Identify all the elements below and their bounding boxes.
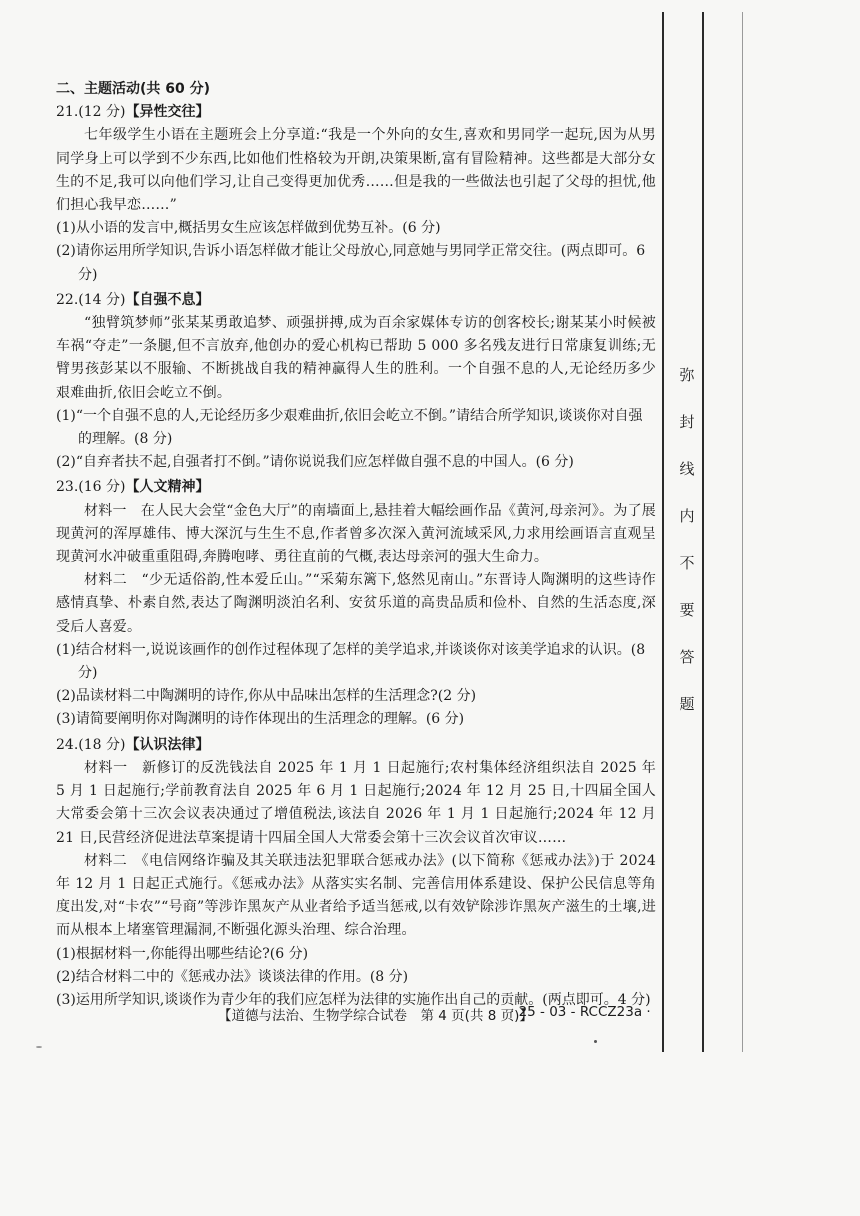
question-material: “独臂筑梦师”张某某勇敢追梦、顽强拼搏,成为百余家媒体专访的创客校长;谢某某小时候被车祸“夺走”一条腿,但不言放弃,他创办的爱心机构已帮助 5 000 多名残友进行日常康复训练;无臂男孩彭某以不服输、不断挑战自我的精神赢得人生的胜利。一个自强不息的人,无论经历多少艰难曲折,依旧会屹立不倒。 bbox=[56, 315, 656, 401]
sub-question: (3)请简要阐明你对陶渊明的诗作体现出的生活理念的理解。(6 分) bbox=[56, 711, 465, 728]
binding-line-inner bbox=[702, 12, 704, 1052]
question-number: 23.(16 分) bbox=[56, 479, 126, 496]
question-material: 材料二 《电信网络诈骗及其关联违法犯罪联合惩戒办法》(以下简称《惩戒办法》)于 2024 年 12 月 1 日起正式施行。《惩戒办法》从落实实名制、完善信用体系建设、保护公民信息等角度出发,对“卡农”“号商”等涉诈黑灰产从业者给予适当惩戒,以有效铲除涉诈黑灰产滋生的土壤,进而从根本上堵塞管理漏洞,不断强化源头治理、综合治理。 bbox=[56, 852, 656, 939]
footer-page-info: 【道德与法治、生物学综合试卷 第 4 页(共 8 页)】 bbox=[218, 1008, 533, 1024]
scan-speck bbox=[36, 1046, 42, 1048]
seal-char: 题 bbox=[679, 695, 695, 713]
seal-char: 线 bbox=[679, 460, 695, 478]
question-material: 材料二 “少无适俗韵,性本爱丘山。”“采菊东篱下,悠然见南山。”东晋诗人陶渊明的这些诗作感情真挚、朴素自然,表达了陶渊明淡泊名利、安贫乐道的高贵品质和俭朴、自然的生活态度,深受后人喜爱。 bbox=[56, 572, 656, 635]
sub-question: (1)从小语的发言中,概括男女生应该怎样做到优势互补。(6 分) bbox=[56, 220, 441, 237]
binding-line-outer bbox=[662, 12, 664, 1052]
question-header bbox=[56, 289, 656, 312]
question-21 bbox=[56, 101, 656, 287]
question-24 bbox=[56, 734, 656, 1012]
question-topic: 【自强不息】 bbox=[125, 291, 210, 308]
question-material: 材料一 新修订的反洗钱法自 2025 年 1 月 1 日起施行;农村集体经济组织法自 2025 年 5 月 1 日起施行;学前教育法自 2025 年 6 月 1 日起施行;2024 年 12 月 25 日,十四届全国人大常委会第十三次会议表决通过了增值税法,该法自 2026 年 1 月 1 日起施行;2024 年 12 月 21 日,民营经济促进法草案提请十四届全国人大常委会第十三次会议首次审议…… bbox=[56, 759, 656, 846]
question-topic: 【异性交往】 bbox=[125, 104, 210, 121]
question-number: 22.(14 分) bbox=[56, 291, 126, 308]
seal-char: 答 bbox=[679, 648, 695, 666]
seal-char: 内 bbox=[679, 507, 695, 525]
seal-char: 要 bbox=[679, 601, 695, 619]
sub-question: (2)品读材料二中陶渊明的诗作,你从中品味出怎样的生活理念?(2 分) bbox=[56, 688, 477, 705]
question-22 bbox=[56, 289, 656, 475]
sub-question: (2)“自弃者扶不起,自强者打不倒。”请你说说我们应怎样做自强不息的中国人。(6 分) bbox=[56, 454, 574, 471]
seal-char: 弥 bbox=[679, 366, 695, 384]
question-header bbox=[56, 476, 656, 499]
sub-question: (3)运用所学知识,谈谈作为青少年的我们应怎样为法律的实施作出自己的贡献。(两点即可。4 分) bbox=[56, 991, 651, 1008]
seal-char: 封 bbox=[679, 413, 695, 431]
question-23 bbox=[56, 476, 656, 731]
binding-line-edge bbox=[742, 12, 743, 1052]
exam-content bbox=[56, 78, 656, 1014]
question-topic: 【人文精神】 bbox=[125, 479, 210, 496]
question-topic: 【认识法律】 bbox=[125, 736, 210, 753]
scan-speck bbox=[594, 1040, 597, 1043]
sub-question: (2)结合材料二中的《惩戒办法》谈谈法律的作用。(8 分) bbox=[56, 968, 409, 985]
sub-question: (2)请你运用所学知识,告诉小语怎样做才能让父母放心,同意她与男同学正常交往。(两点即可。6 分) bbox=[56, 243, 646, 283]
sub-question: (1)根据材料一,你能得出哪些结论?(6 分) bbox=[56, 945, 309, 962]
section-title: 二、主题活动(共 60 分) bbox=[56, 81, 211, 97]
question-header bbox=[56, 734, 656, 757]
footer-code: · 25 - 03 - RCCZ23a · bbox=[510, 1004, 651, 1020]
sub-question: (1)“一个自强不息的人,无论经历多少艰难曲折,依旧会屹立不倒。”请结合所学知识,谈谈你对自强的理解。(8 分) bbox=[56, 407, 643, 448]
seal-line-notice bbox=[676, 352, 698, 728]
seal-char: 不 bbox=[679, 554, 695, 572]
question-number: 21.(12 分) bbox=[56, 104, 126, 121]
question-material: 材料一 在人民大会堂“金色大厅”的南墙面上,悬挂着大幅绘画作品《黄河,母亲河》。为了展现黄河的浑厚雄伟、博大深沉与生生不息,作者曾多次深入黄河流域采风,力求用绘画语言直观呈现黄河水冲破重重阻碍,奔腾咆哮、勇往直前的气概,表达母亲河的强大生命力。 bbox=[56, 502, 656, 566]
question-number: 24.(18 分) bbox=[56, 736, 126, 753]
question-header bbox=[56, 101, 656, 124]
question-material: 七年级学生小语在主题班会上分享道:“我是一个外向的女生,喜欢和男同学一起玩,因为从男同学身上可以学到不少东西,比如他们性格较为开朗,决策果断,富有冒险精神。这些都是大部分女生的不足,我可以向他们学习,让自己变得更加优秀……但是我的一些做法也引起了父母的担忧,他们担心我早恋……” bbox=[56, 127, 656, 214]
sub-question: (1)结合材料一,说说该画作的创作过程体现了怎样的美学追求,并谈谈你对该美学追求的认识。(8 分) bbox=[56, 641, 646, 682]
